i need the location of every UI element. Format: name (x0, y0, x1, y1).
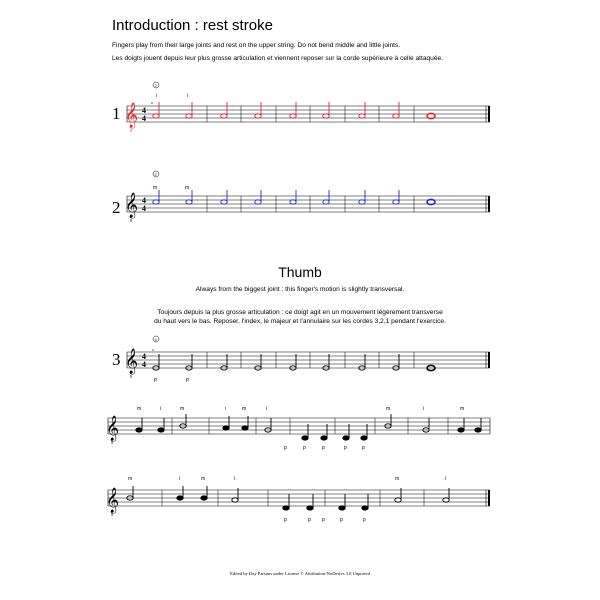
staff-exercise-3 (112, 336, 490, 383)
finger-mark-1a: i (156, 93, 158, 99)
treble-clef-icon: 𝄞 (125, 348, 139, 373)
finger-mark-4-7: m (386, 406, 391, 412)
exercise-number-2: 2 (112, 198, 121, 217)
finger-mark-5-3: m (201, 476, 206, 482)
thumb-mark-4-2: p (322, 445, 325, 451)
finger-mark-4-1: m (137, 406, 142, 412)
treble-clef-icon: 𝄞 (125, 102, 139, 127)
instruction-text-fr: Les doigts jouent depuis leur plus grosse articulation et viennent reposer sur la corde supérieure à celle attaquée. (112, 55, 443, 62)
time-signature-top-3: 4 (142, 352, 146, 361)
instruction-text-en: Fingers play from their large joints and rest on the upper string. Do not bend middle and little joints. (112, 42, 401, 49)
notes-exercise-2 (153, 190, 435, 205)
notes-exercise-1 (153, 102, 435, 119)
small-dot-1: o (151, 100, 153, 105)
exercise-number-1: 1 (112, 104, 121, 123)
finger-mark-5-1: m (128, 476, 133, 482)
string-marking-3: 4 (154, 337, 157, 342)
time-signature-bottom-2: 4 (142, 204, 146, 213)
finger-mark-4-4: i (225, 406, 227, 412)
time-signature-top-1: 4 (142, 106, 146, 115)
thumb-mark-5-1: p (284, 517, 287, 523)
thumb-mark-4-4: p (362, 445, 365, 451)
thumb-mark-5-5: p (322, 517, 325, 523)
license-footer: Edited by Day Parsons under License © Attribution-NoDerivs 3.0 Unported (230, 571, 370, 576)
finger-mark-2b: m (185, 185, 190, 191)
finger-mark-5-4: i (234, 476, 236, 482)
small-dot-3: o (152, 347, 154, 352)
clef-octave-5: 8 (111, 512, 113, 517)
thumb-mark-5-4: p (363, 517, 366, 523)
thumb-text-fr-line1: Toujours depuis la plus grosse articulation : ce doigt agit en un mouvement légèrement transverse (157, 309, 443, 316)
thumb-text-fr-line2: du haut vers le bas. Reposer, l'index, le majeur et l'annulaire sur les cordes 3,2,1 pendant l'exercice. (154, 318, 446, 325)
treble-clef-icon: 𝄞 (106, 415, 120, 440)
finger-mark-4-6: i (266, 406, 268, 412)
section-title-rest-stroke: Introduction : rest stroke (112, 17, 273, 34)
thumb-mark-4-3: p (344, 445, 347, 451)
staff-4 (106, 406, 490, 451)
string-marking-1: 2 (154, 83, 157, 88)
thumb-mark-3a: p (154, 377, 157, 383)
staff-5 (106, 476, 490, 523)
clef-octave-3: 8 (130, 374, 132, 379)
section-title-thumb: Thumb (278, 264, 322, 280)
thumb-subtitle: Always from the biggest joint : this finger's motion is slightly transversal. (195, 286, 405, 293)
finger-mark-2a: m (153, 185, 158, 191)
treble-clef-icon: 𝄞 (125, 192, 139, 217)
exercise-number-3: 3 (112, 350, 121, 369)
finger-mark-5-6: i (445, 476, 447, 482)
finger-mark-1b: i (187, 93, 189, 99)
string-marking-2: 2 (154, 172, 157, 177)
finger-mark-4-2: i (160, 406, 162, 412)
thumb-mark-3b: p (186, 377, 189, 383)
thumb-mark-5-2: p (308, 517, 311, 523)
clef-octave-2: 8 (130, 218, 132, 223)
time-signature-bottom-3: 4 (142, 360, 146, 369)
thumb-mark-4-5: p (284, 445, 287, 451)
finger-mark-4-8: i (423, 406, 425, 412)
finger-mark-5-5: m (395, 476, 400, 482)
treble-clef-icon: 𝄞 (106, 487, 120, 512)
finger-mark-4-9: m (460, 406, 465, 412)
staff-exercise-2 (112, 171, 490, 223)
finger-mark-4-5: m (242, 406, 247, 412)
finger-mark-4-3: m (180, 406, 185, 412)
thumb-mark-4-1: p (303, 445, 306, 451)
thumb-mark-5-3: p (340, 517, 343, 523)
time-signature-bottom-1: 4 (142, 114, 146, 123)
clef-octave-1: 8 (130, 128, 132, 133)
clef-octave-4: 8 (111, 440, 113, 445)
staff-exercise-1 (112, 82, 490, 133)
finger-mark-5-2: i (179, 476, 181, 482)
time-signature-top-2: 4 (142, 196, 146, 205)
